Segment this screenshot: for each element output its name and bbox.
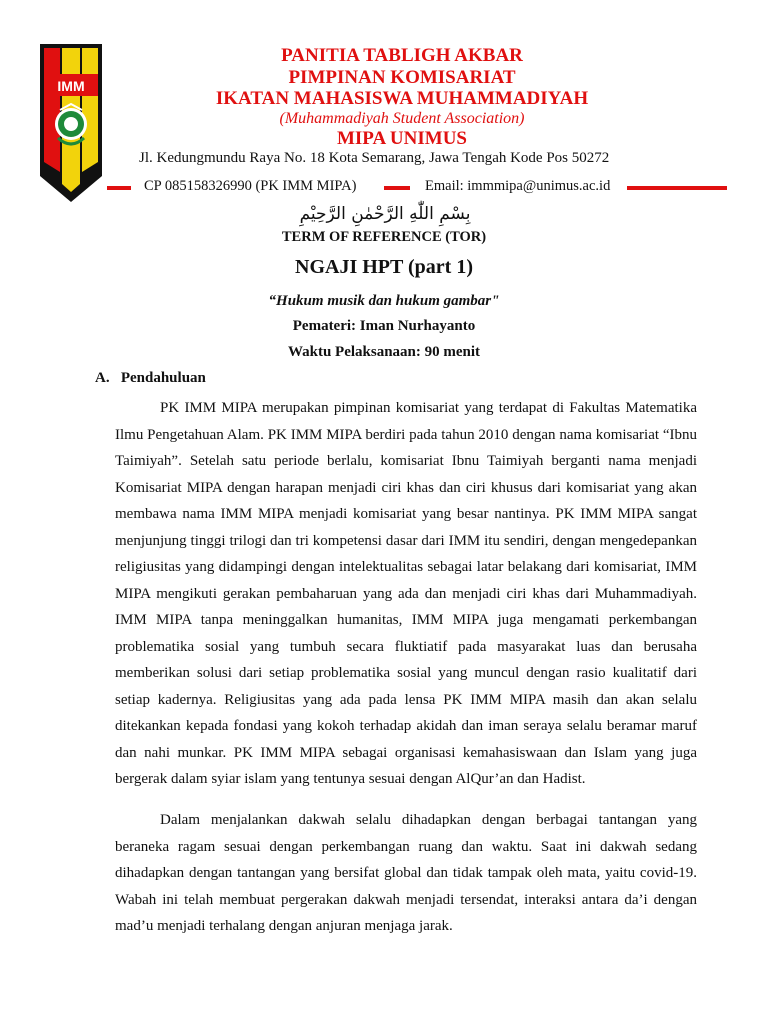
logo-text: IMM	[57, 78, 85, 94]
section-heading: A. Pendahuluan	[95, 370, 206, 386]
org-unit-title: MIPA UNIMUS	[336, 128, 467, 149]
bismillah-calligraphy: بِسْمِ اللّٰهِ الرَّحْمٰنِ الرَّحِيْمِ	[299, 204, 471, 224]
divider-bar	[627, 186, 727, 190]
contact-email: Email: immmipa@unimus.ac.id	[425, 178, 611, 194]
org-name-title: IKATAN MAHASISWA MUHAMMADIYAH	[215, 88, 589, 109]
document-type: TERM OF REFERENCE (TOR)	[281, 229, 487, 245]
duration-line: Waktu Pelaksanaan: 90 menit	[287, 344, 481, 360]
speaker-line: Pemateri: Iman Nurhayanto	[292, 318, 476, 334]
document-title: NGAJI HPT (part 1)	[295, 256, 473, 278]
org-address: Jl. Kedungmundu Raya No. 18 Kota Semarang, Jawa Tengah Kode Pos 50272	[139, 150, 610, 166]
imm-logo	[40, 44, 102, 202]
divider-bar	[384, 186, 410, 190]
org-level-title: PIMPINAN KOMISARIAT	[288, 67, 516, 88]
contact-phone: CP 085158326990 (PK IMM MIPA)	[144, 178, 357, 194]
divider-bar	[107, 186, 131, 190]
org-english-name: (Muhammadiyah Student Association)	[279, 110, 525, 127]
body-paragraph: PK IMM MIPA merupakan pimpinan komisariat yang terdapat di Fakultas Matematika Ilmu Pengetahuan Alam. PK IMM MIPA berdiri pada tahun 2010 dengan nama komisariat “Ibnu Taimiyah”. Setelah satu periode berlalu, komisariat Ibnu Taimiyah berganti nama menjadi Komisariat MIPA dengan harapan menjadi ciri khas dan ciri khusus dari komisariat yang akan membawa nama IMM MIPA menjadi komisariat yang besar nantinya. PK IMM MIPA sangat menjunjung tinggi trilogi dan tri kompetensi dasar dari IMM itu sendiri, dengan mengedepankan religiusitas yang didampingi dengan intelektualitas sebagai latar belakang dari komisariat, IMM MIPA mengikuti gerakan pembaharuan yang ada dan menjadi ciri khas dari Muhammadiyah. IMM MIPA tanpa meninggalkan humanitas, IMM MIPA juga mengamati perkembangan problematika sosial yang tumbuh secara fluktiatif pada masyarakat luas dan berusaha memberikan solusi dari setiap problematika sosial yang muncul dengan rasio kualitatif dari setiap kadernya. Religiusitas yang ada pada lensa PK IMM MIPA masih dan akan selalu ditekankan kepada fondasi yang kokoh terhadap akidah dan iman seraya selalu beramar maruf dan nahi munkar. PK IMM MIPA sebagai organisasi kemahasiswaan dan Islam yang juga bergerak dalam syiar islam yang tentunya sesuai dengan AlQur’an dan Hadist.	[115, 400, 697, 787]
org-committee-title: PANITIA TABLIGH AKBAR	[281, 45, 523, 66]
body-paragraph: Dalam menjalankan dakwah selalu dihadapkan dengan berbagai tantangan yang beraneka ragam sesuai dengan perkembangan ruang dan waktu. Saat ini dakwah sedang dihadapkan dengan tantangan yang bersifat global dan tidak tampak oleh mata, yaitu covid-19. Wabah ini telah membuat pergerakan dakwah menjadi tersendat, interaksi antara da’i dengan mad’u menjadi terhalang dengan anjuran menjaga jarak.	[115, 812, 697, 934]
document-subtitle: “Hukum musik dan hukum gambar"	[268, 293, 500, 309]
